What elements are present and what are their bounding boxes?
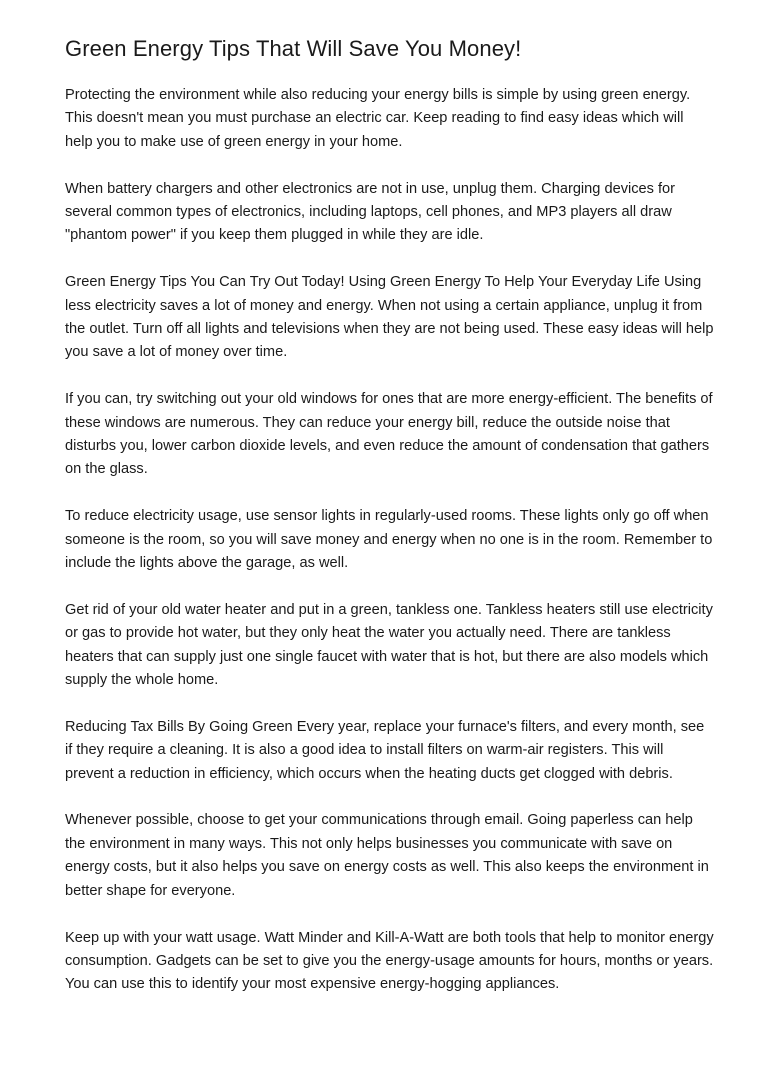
document-title: Green Energy Tips That Will Save You Money! (65, 36, 522, 61)
paragraph-water-heater: Get rid of your old water heater and put in a green, tankless one. Tankless heaters still use electricity or gas to provide hot water, but they only heat the water you actually need. There are tankless heaters that can supply just one single faucet with water that is hot, but there are also models which supply the whole home. (65, 601, 713, 689)
paragraph-paperless: Whenever possible, choose to get your communications through email. Going paperless can help the environment in many ways. This not only helps businesses you communicate with save on energy costs, but it also helps you save on energy costs as well. This also keeps the environment in better shape for everyone. (65, 812, 709, 899)
document-page (65, 34, 715, 1020)
paragraph-windows: If you can, try switching out your old windows for ones that are more energy-efficient. The benefits of these windows are numerous. They can reduce your energy bill, reduce the outside noise that disturbs you, lower carbon dioxide levels, and even reduce the amount of condensation that gathers on the glass. (65, 391, 713, 478)
paragraph-sensor-lights: To reduce electricity usage, use sensor lights in regularly-used rooms. These lights only go off when someone is the room, so you will save money and energy when no one is in the room. Remember to include the lights above the garage, as well. (65, 508, 713, 572)
paragraph-watt-usage: Keep up with your watt usage. Watt Minder and Kill-A-Watt are both tools that help to monitor energy consumption. Gadgets can be set to give you the energy-usage amounts for hours, months or years. You can use this to identify your most expensive energy-hogging appliances. (65, 929, 714, 993)
paragraph-intro: Protecting the environment while also reducing your energy bills is simple by using green energy. This doesn't mean you must purchase an electric car. Keep reading to find easy ideas which will help you to make use of green energy in your home. (65, 87, 691, 150)
paragraph-unplug-chargers: When battery chargers and other electronics are not in use, unplug them. Charging devices for several common types of electronics, including laptops, cell phones, and MP3 players all draw "phantom power" if you keep them plugged in while they are idle. (65, 180, 676, 244)
paragraph-everyday-tips: Green Energy Tips You Can Try Out Today! Using Green Energy To Help Your Everyday Life Using less electricity saves a lot of money and energy. When not using a certain appliance, unplug it from the outlet. Turn off all lights and televisions when they are not being used. These easy ideas will help you save a lot of money over time. (65, 274, 714, 361)
paragraph-furnace-filters: Reducing Tax Bills By Going Green Every year, replace your furnace's filters, and every month, see if they require a cleaning. It is also a good idea to install filters on warm-air registers. This will prevent a reduction in efficiency, which occurs when the heating ducts get clogged with debris. (65, 718, 705, 782)
